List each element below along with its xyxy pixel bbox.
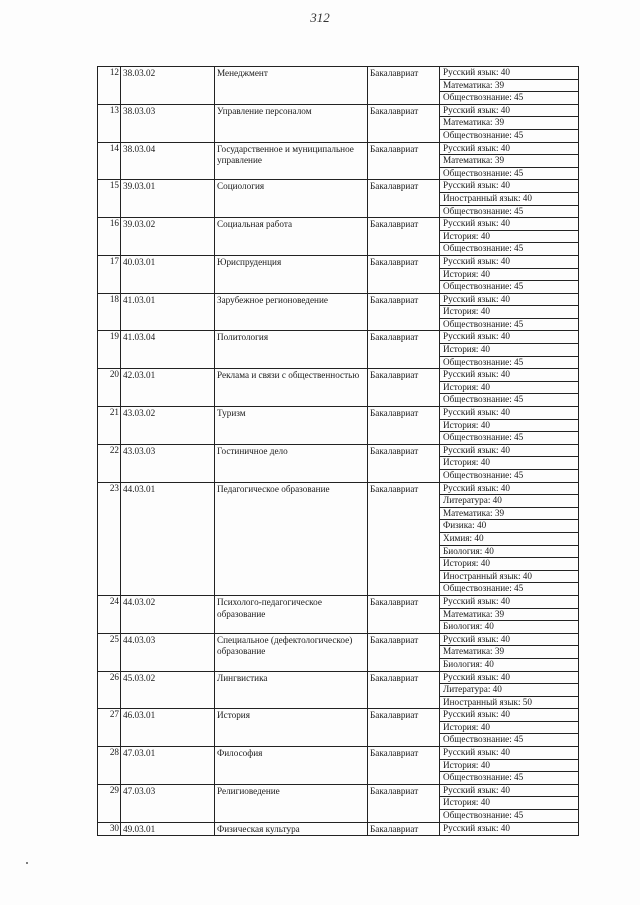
exam-requirement: Русский язык: 40 (440, 444, 579, 457)
education-level: Бакалавриат (368, 218, 440, 256)
program-name: Менеджмент (215, 67, 368, 105)
exam-requirement: Обществознание: 45 (440, 772, 579, 785)
exam-requirement: Иностранный язык: 40 (440, 192, 579, 205)
program-code: 47.03.01 (121, 747, 215, 785)
row-number: 23 (98, 482, 121, 595)
program-code: 41.03.04 (121, 331, 215, 369)
exam-requirement: Обществознание: 45 (440, 810, 579, 823)
exam-requirement: История: 40 (440, 797, 579, 810)
exam-requirement: История: 40 (440, 268, 579, 281)
exam-requirement: Обществознание: 45 (440, 318, 579, 331)
table-body (98, 67, 579, 836)
program-code: 38.03.02 (121, 67, 215, 105)
table-row (98, 444, 579, 457)
exam-requirement: Русский язык: 40 (440, 633, 579, 646)
table-row (98, 331, 579, 344)
education-level: Бакалавриат (368, 595, 440, 633)
table-row (98, 709, 579, 722)
exam-requirement: Русский язык: 40 (440, 784, 579, 797)
program-code: 38.03.03 (121, 104, 215, 142)
exam-requirement: Обществознание: 45 (440, 281, 579, 294)
exam-requirement: Обществознание: 45 (440, 129, 579, 142)
program-code: 43.03.03 (121, 444, 215, 482)
exam-requirement: История: 40 (440, 721, 579, 734)
education-level: Бакалавриат (368, 180, 440, 218)
exam-requirement: Русский язык: 40 (440, 709, 579, 722)
exam-requirement: Литература: 40 (440, 684, 579, 697)
program-name: История (215, 709, 368, 747)
admission-table (97, 66, 579, 836)
program-code: 45.03.02 (121, 671, 215, 709)
exam-requirement: Обществознание: 45 (440, 734, 579, 747)
education-level: Бакалавриат (368, 293, 440, 331)
exam-requirement: Обществознание: 45 (440, 432, 579, 445)
exam-requirement: Математика: 39 (440, 79, 579, 92)
education-level: Бакалавриат (368, 67, 440, 105)
program-name: Социология (215, 180, 368, 218)
exam-requirement: Иностранный язык: 50 (440, 696, 579, 709)
program-code: 43.03.02 (121, 407, 215, 445)
education-level: Бакалавриат (368, 407, 440, 445)
program-code: 39.03.02 (121, 218, 215, 256)
exam-requirement: Математика: 39 (440, 646, 579, 659)
exam-requirement: Обществознание: 45 (440, 356, 579, 369)
exam-requirement: Обществознание: 45 (440, 243, 579, 256)
row-number: 26 (98, 671, 121, 709)
table-row (98, 633, 579, 646)
row-number: 21 (98, 407, 121, 445)
exam-requirement: Русский язык: 40 (440, 369, 579, 382)
row-number: 29 (98, 784, 121, 822)
exam-requirement: Обществознание: 45 (440, 583, 579, 596)
education-level: Бакалавриат (368, 255, 440, 293)
program-name: Политология (215, 331, 368, 369)
exam-requirement: История: 40 (440, 381, 579, 394)
program-name: Социальная работа (215, 218, 368, 256)
program-code: 47.03.03 (121, 784, 215, 822)
education-level: Бакалавриат (368, 369, 440, 407)
exam-requirement: История: 40 (440, 759, 579, 772)
program-name: Специальное (дефектологическое) образование (215, 633, 368, 671)
row-number: 13 (98, 104, 121, 142)
exam-requirement: Обществознание: 45 (440, 167, 579, 180)
exam-requirement: Русский язык: 40 (440, 822, 579, 836)
program-code: 39.03.01 (121, 180, 215, 218)
program-name: Лингвистика (215, 671, 368, 709)
exam-requirement: Русский язык: 40 (440, 293, 579, 306)
table-row (98, 369, 579, 382)
exam-requirement: Обществознание: 45 (440, 470, 579, 483)
exam-requirement: Биология: 40 (440, 658, 579, 671)
education-level: Бакалавриат (368, 747, 440, 785)
table-row (98, 822, 579, 836)
program-name: Физическая культура (215, 822, 368, 836)
program-name: Зарубежное регионоведение (215, 293, 368, 331)
exam-requirement: Русский язык: 40 (440, 407, 579, 420)
exam-requirement: Физика: 40 (440, 520, 579, 533)
exam-requirement: История: 40 (440, 344, 579, 357)
exam-requirement: Русский язык: 40 (440, 255, 579, 268)
education-level: Бакалавриат (368, 482, 440, 595)
exam-requirement: Биология: 40 (440, 545, 579, 558)
row-number: 27 (98, 709, 121, 747)
table-row (98, 104, 579, 117)
program-code: 46.03.01 (121, 709, 215, 747)
program-code: 41.03.01 (121, 293, 215, 331)
exam-requirement: Литература: 40 (440, 495, 579, 508)
row-number: 19 (98, 331, 121, 369)
row-number: 18 (98, 293, 121, 331)
program-name: Психолого-педагогическое образование (215, 595, 368, 633)
table-row (98, 255, 579, 268)
exam-requirement: Русский язык: 40 (440, 747, 579, 760)
program-name: Философия (215, 747, 368, 785)
program-code: 49.03.01 (121, 822, 215, 836)
exam-requirement: Русский язык: 40 (440, 67, 579, 80)
exam-requirement: История: 40 (440, 457, 579, 470)
exam-requirement: Русский язык: 40 (440, 331, 579, 344)
exam-requirement: Математика: 39 (440, 155, 579, 168)
table-row (98, 293, 579, 306)
program-name: Гостиничное дело (215, 444, 368, 482)
education-level: Бакалавриат (368, 331, 440, 369)
exam-requirement: Биология: 40 (440, 621, 579, 634)
education-level: Бакалавриат (368, 104, 440, 142)
table-row (98, 407, 579, 420)
exam-requirement: Русский язык: 40 (440, 180, 579, 193)
program-name: Государственное и муниципальное управление (215, 142, 368, 180)
row-number: 30 (98, 822, 121, 836)
program-name: Управление персоналом (215, 104, 368, 142)
exam-requirement: Математика: 39 (440, 117, 579, 130)
table-row (98, 671, 579, 684)
program-code: 44.03.03 (121, 633, 215, 671)
program-code: 44.03.01 (121, 482, 215, 595)
table-row (98, 482, 579, 495)
program-code: 40.03.01 (121, 255, 215, 293)
row-number: 12 (98, 67, 121, 105)
scan-speck (26, 862, 28, 864)
exam-requirement: Русский язык: 40 (440, 482, 579, 495)
education-level: Бакалавриат (368, 633, 440, 671)
table-row (98, 218, 579, 231)
education-level: Бакалавриат (368, 709, 440, 747)
education-level: Бакалавриат (368, 784, 440, 822)
exam-requirement: Русский язык: 40 (440, 104, 579, 117)
exam-requirement: Русский язык: 40 (440, 218, 579, 231)
row-number: 28 (98, 747, 121, 785)
program-name: Юриспруденция (215, 255, 368, 293)
table-row (98, 784, 579, 797)
row-number: 17 (98, 255, 121, 293)
row-number: 20 (98, 369, 121, 407)
exam-requirement: Обществознание: 45 (440, 205, 579, 218)
exam-requirement: Русский язык: 40 (440, 595, 579, 608)
exam-requirement: Математика: 39 (440, 507, 579, 520)
table-row (98, 747, 579, 760)
row-number: 14 (98, 142, 121, 180)
page-number: 312 (310, 10, 330, 25)
table-row (98, 595, 579, 608)
exam-requirement: История: 40 (440, 558, 579, 571)
program-code: 44.03.02 (121, 595, 215, 633)
table-row (98, 180, 579, 193)
exam-requirement: Математика: 39 (440, 608, 579, 621)
row-number: 16 (98, 218, 121, 256)
program-name: Педагогическое образование (215, 482, 368, 595)
program-code: 42.03.01 (121, 369, 215, 407)
exam-requirement: Иностранный язык: 40 (440, 570, 579, 583)
row-number: 15 (98, 180, 121, 218)
row-number: 24 (98, 595, 121, 633)
exam-requirement: Химия: 40 (440, 532, 579, 545)
program-code: 38.03.04 (121, 142, 215, 180)
education-level: Бакалавриат (368, 671, 440, 709)
exam-requirement: История: 40 (440, 419, 579, 432)
exam-requirement: История: 40 (440, 230, 579, 243)
education-level: Бакалавриат (368, 444, 440, 482)
table-row (98, 67, 579, 80)
education-level: Бакалавриат (368, 142, 440, 180)
exam-requirement: Русский язык: 40 (440, 671, 579, 684)
table-row (98, 142, 579, 155)
exam-requirement: История: 40 (440, 306, 579, 319)
education-level: Бакалавриат (368, 822, 440, 836)
row-number: 22 (98, 444, 121, 482)
program-name: Туризм (215, 407, 368, 445)
exam-requirement: Обществознание: 45 (440, 92, 579, 105)
exam-requirement: Русский язык: 40 (440, 142, 579, 155)
row-number: 25 (98, 633, 121, 671)
program-name: Реклама и связи с общественностью (215, 369, 368, 407)
exam-requirement: Обществознание: 45 (440, 394, 579, 407)
program-name: Религиоведение (215, 784, 368, 822)
